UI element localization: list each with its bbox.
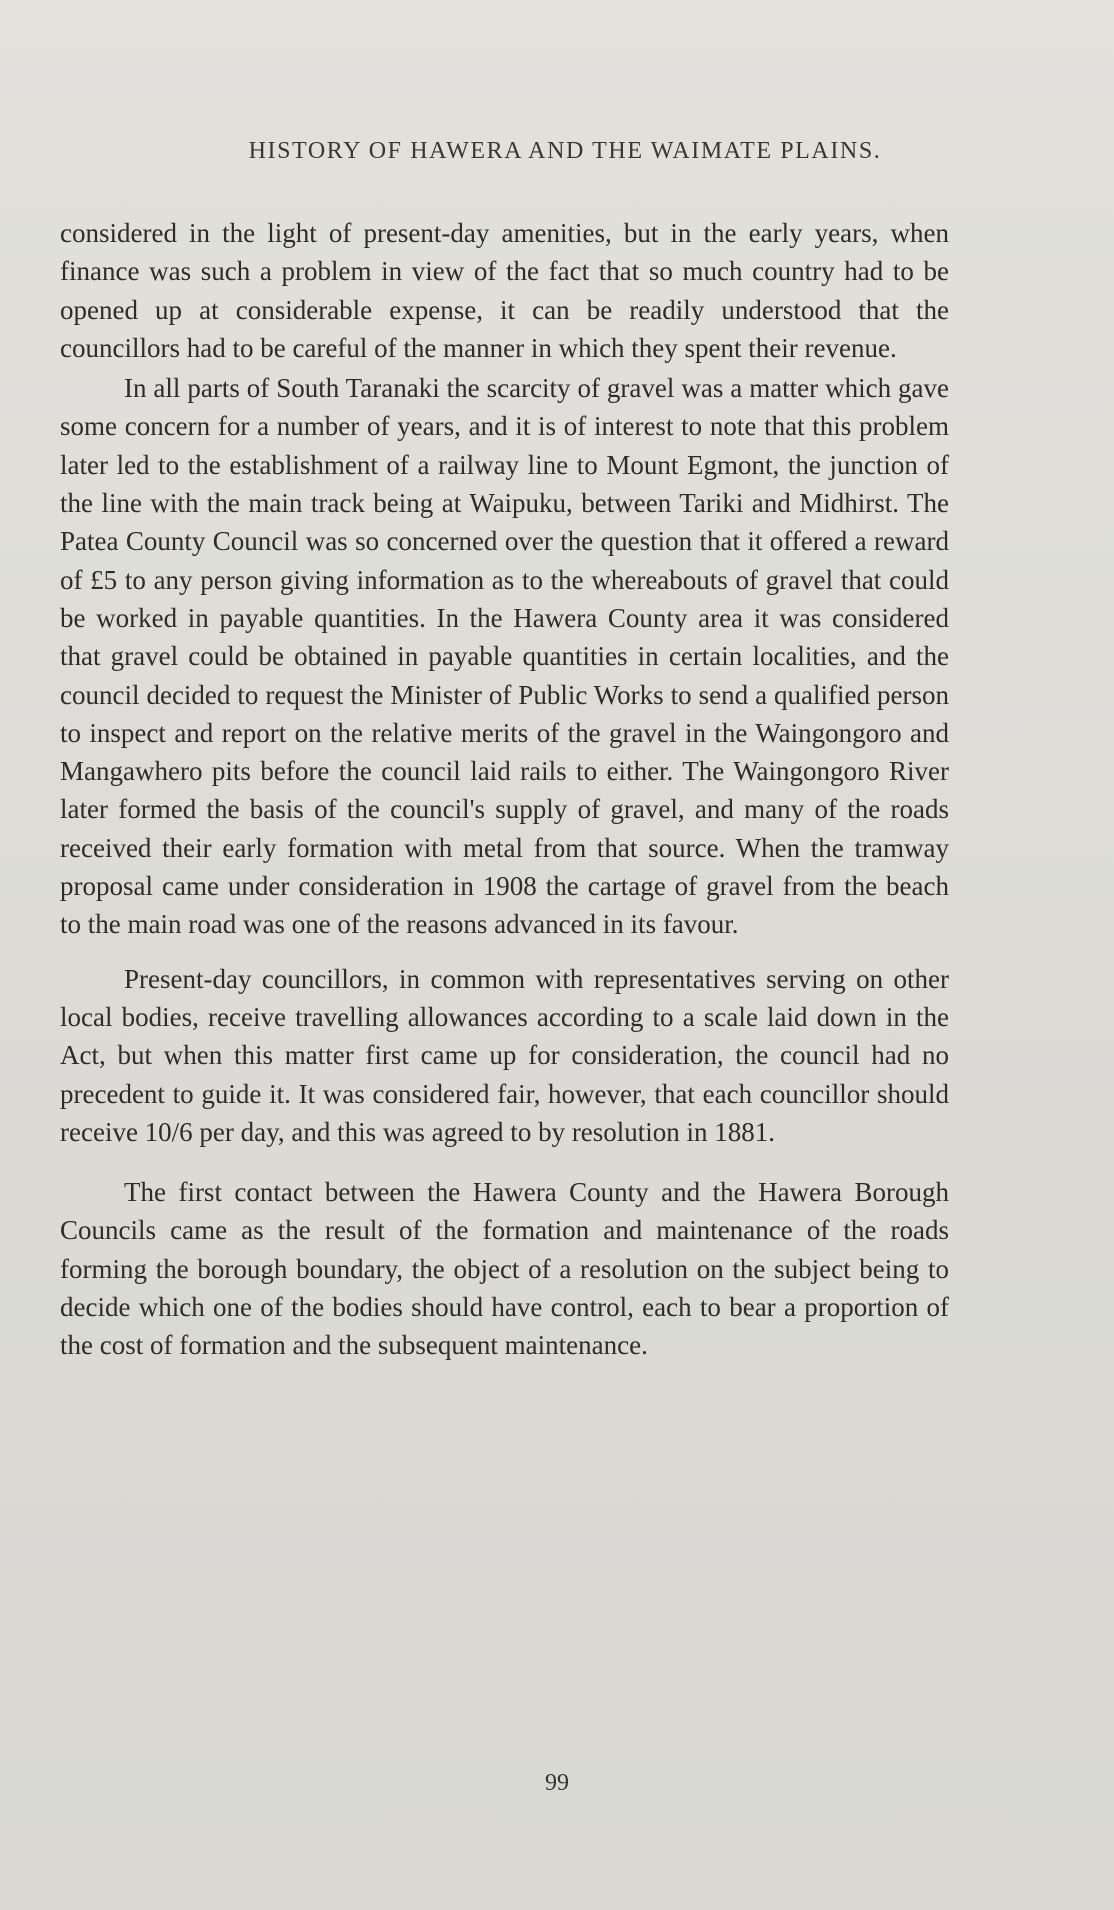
running-head: HISTORY OF HAWERA AND THE WAIMATE PLAINS. bbox=[248, 138, 882, 164]
paragraph-borough-boundary: The first contact between the Hawera County and the Hawera Borough Councils came as the result of the formation and maintenance of the roads forming the borough boundary, the object of a resolution on the subject being to decide which one of the bodies should have control, each to bear a proportion of the cost of formation and the subsequent maintenance. bbox=[60, 1177, 949, 1361]
paragraph-allowances: Present-day councillors, in common with representatives serving on other local bodies, receive travelling allowances according to a scale laid down in the Act, but when this matter first came up for consideration, the council had no precedent to guide it. It was considered fair, however, that each councillor should receive 10/6 per day, and this was agreed to by resolution in 1881. bbox=[60, 963, 949, 1147]
paragraph-continued: considered in the light of present-day amenities, but in the early years, when finance was such a problem in view of the fact that so much country had to be opened up at considerable expense, it can be readily understood that the councillors had to be careful of the manner in which they spent their revenue. bbox=[60, 218, 949, 363]
body-text bbox=[60, 214, 949, 1365]
paragraph-gravel: In all parts of South Taranaki the scarcity of gravel was a matter which gave some concern for a number of years, and it is of interest to note that this problem later led to the establishment of a railway line to Mount Egmont, the junction of the line with the main track being at Waipuku, between Tariki and Midhirst. The Patea County Council was so concerned over the question that it offered a reward of £5 to any person giving information as to the whereabouts of gravel that could be worked in payable quantities. In the Hawera County area it was considered that gravel could be obtained in payable quantities in certain localities, and the council decided to request the Minister of Public Works to send a qualified person to inspect and report on the relative merits of the gravel in the Waingongoro and Mangawhero pits before the council laid rails to either. The Waingongoro River later formed the basis of the council's supply of gravel, and many of the roads received their early formation with metal from that source. When the tramway proposal came under consideration in 1908 the cartage of gravel from the beach to the main road was one of the reasons advanced in its favour. bbox=[60, 373, 949, 940]
page-number: 99 bbox=[545, 1770, 569, 1796]
